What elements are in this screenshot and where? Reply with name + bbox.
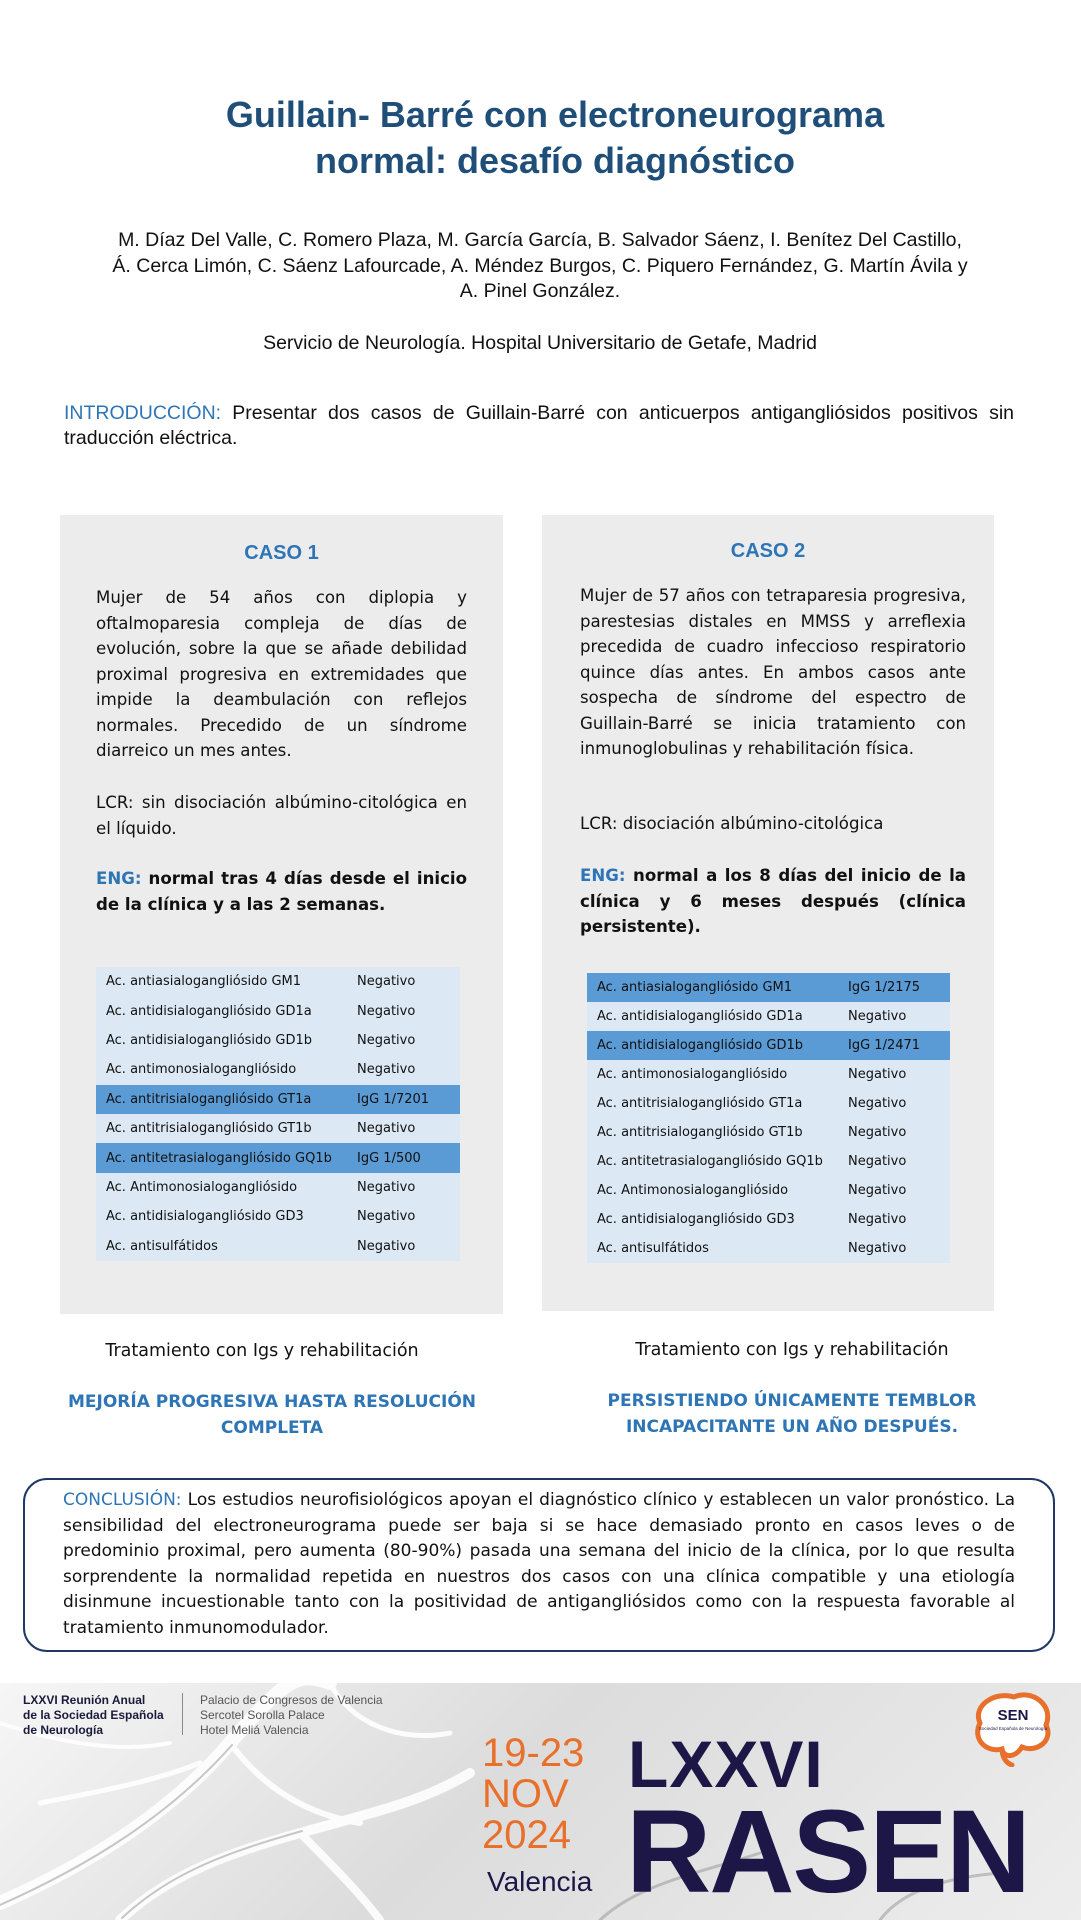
case-2-outcome-line-1: PERSISTIENDO ÚNICAMENTE TEMBLOR: [607, 1391, 977, 1411]
antibody-result: Negativo: [848, 1067, 907, 1082]
banner-divider: [182, 1693, 183, 1735]
antibody-name: Ac. antidisialogangliósido GD1a: [106, 1003, 312, 1019]
antibody-name: Ac. antitetrasialogangliósido GQ1b: [597, 1154, 823, 1169]
antibody-row: [587, 1031, 950, 1060]
case-2-description: Mujer de 57 años con tetraparesia progresiva, parestesias distales en MMSS y arreflexia precedida de cuadro infeccioso respiratorio quince días antes. En ambos casos ante sospecha de síndrome del espectro de Guillain-Barré se inicia tratamiento con inmunoglobulinas y rehabilitación física.: [580, 586, 966, 758]
antibody-result: Negativo: [848, 1183, 907, 1198]
case-1-antibody-table: [96, 967, 460, 1261]
authors: [60, 228, 1020, 305]
logo-text: SEN: [997, 1707, 1029, 1724]
antibody-result: Negativo: [357, 1032, 416, 1048]
antibody-name: Ac. antimonosialogangliósido: [597, 1067, 788, 1082]
antibody-name: Ac. antidisialogangliósido GD3: [597, 1212, 795, 1227]
case-2-panel: [542, 515, 994, 1311]
antibody-result: IgG 1/2471: [848, 1031, 950, 1060]
antibody-row: [587, 1060, 950, 1089]
antibody-result: IgG 1/7201: [357, 1085, 460, 1114]
antibody-row: [587, 1002, 950, 1031]
antibody-result: Negativo: [848, 1154, 907, 1169]
antibody-row: [587, 973, 950, 1002]
introduction: [64, 401, 1014, 451]
antibody-row: [587, 1176, 950, 1205]
antibody-result: Negativo: [848, 1125, 907, 1140]
antibody-result: IgG 1/2175: [848, 973, 950, 1002]
antibody-name: Ac. Antimonosialogangliósido: [106, 1179, 298, 1195]
dates-line-2: NOV: [482, 1772, 569, 1816]
conclusion-text: Los estudios neurofisiológicos apoyan el diagnóstico clínico y establecen un valor pronóstico. La sensibilidad del electroneurograma puede ser baja si se hace demasiado pronto en casos leves o de predominio proximal, pero aumenta (80-90%) pasada una semana del inicio de la clínica, por lo que resulta sorprendente la normalidad repetida en nuestros dos casos con una clínica compatible y una etiología disinmune incuestionable tanto con la positividad de antigangliósidos como con la respuesta favorable al tratamiento inmunomodulador.: [63, 1490, 1015, 1638]
logo-subtext: Sociedad Española de Neurología: [978, 1726, 1048, 1731]
antibody-result: Negativo: [357, 1121, 416, 1137]
antibody-name: Ac. antitrisialogangliósido GT1b: [106, 1121, 312, 1137]
antibody-name: Ac. antitrisialogangliósido GT1b: [597, 1125, 803, 1140]
case-2-outcome-line-2: INCAPACITANTE UN AÑO DESPUÉS.: [625, 1417, 959, 1437]
case-1-eng-label: ENG:: [96, 869, 142, 888]
case-2-title: CASO 2: [730, 540, 806, 562]
antibody-result: Negativo: [848, 1241, 907, 1256]
congress-banner: [0, 1683, 1081, 1920]
congress-city: Valencia: [487, 1866, 593, 1897]
antibody-name: Ac. antidisialogangliósido GD1b: [587, 1031, 848, 1060]
case-2-treatment: Tratamiento con Igs y rehabilitación: [635, 1340, 949, 1360]
introduction-text: Presentar dos casos de Guillain-Barré con anticuerpos antigangliósidos positivos sin traducción eléctrica.: [64, 402, 1014, 449]
case-2-outcome: [560, 1388, 1024, 1440]
antibody-name: Ac. Antimonosialogangliósido: [597, 1183, 789, 1198]
affiliation: Servicio de Neurología. Hospital Universitario de Getafe, Madrid: [263, 332, 817, 354]
dates-line-1: 19-23: [482, 1731, 585, 1775]
antibody-row: [96, 1026, 460, 1055]
antibody-result: Negativo: [357, 1062, 416, 1078]
case-2-eng-label: ENG:: [580, 866, 626, 885]
antibody-row: [96, 1055, 460, 1084]
conclusion: [63, 1488, 1015, 1641]
antibody-name: Ac. antiasialogangliósido GM1: [587, 973, 848, 1002]
case-1-panel: [60, 515, 503, 1314]
venues: [200, 1693, 383, 1738]
antibody-name: Ac. antimonosialogangliósido: [106, 1062, 297, 1078]
case-1-eng-text: normal tras 4 días desde el inicio de la clínica y a las 2 semanas.: [96, 869, 467, 914]
antibody-name: Ac. antidisialogangliósido GD1b: [106, 1032, 312, 1048]
authors-line-2: Á. Cerca Limón, C. Sáenz Lafourcade, A. Méndez Burgos, C. Piquero Fernández, G. Martín Ávila y: [112, 254, 968, 277]
organizer-line-2: de la Sociedad Española: [23, 1708, 164, 1722]
antibody-result: Negativo: [357, 1209, 416, 1225]
antibody-row: [96, 1143, 460, 1172]
antibody-row: [96, 1202, 460, 1231]
conclusion-label: CONCLUSIÓN:: [63, 1490, 182, 1510]
antibody-name: Ac. antidisialogangliósido GD1a: [597, 1009, 803, 1024]
antibody-name: Ac. antisulfátidos: [106, 1238, 218, 1254]
antibody-name: Ac. antisulfátidos: [597, 1241, 709, 1256]
antibody-name: Ac. antitrisialogangliósido GT1a: [597, 1096, 803, 1111]
event-number: LXXVI: [628, 1727, 824, 1801]
antibody-name: Ac. antidisialogangliósido GD3: [106, 1209, 304, 1225]
organizer-name: [23, 1693, 164, 1738]
case-1-lcr: LCR: sin disociación albúmino-citológica en el líquido.: [96, 793, 467, 838]
conclusion-box: [23, 1478, 1055, 1652]
antibody-row: [587, 1234, 950, 1263]
title-line-1: Guillain- Barré con electroneurograma: [225, 94, 885, 135]
case-1-outcome: [40, 1389, 504, 1441]
antibody-name: Ac. antitetrasialogangliósido GQ1b: [96, 1143, 357, 1172]
case-1-eng: [96, 866, 467, 917]
poster-title: [150, 92, 960, 184]
antibody-result: Negativo: [357, 974, 416, 990]
antibody-row: [96, 1173, 460, 1202]
antibody-row: [587, 1089, 950, 1118]
antibody-result: Negativo: [848, 1096, 907, 1111]
case-1-outcome-line-1: MEJORÍA PROGRESIVA HASTA RESOLUCIÓN: [68, 1392, 476, 1412]
antibody-name: Ac. antitrisialogangliósido GT1a: [96, 1085, 357, 1114]
organizer-line-1: LXXVI Reunión Anual: [23, 1693, 146, 1707]
venue-line-1: Palacio de Congresos de Valencia: [200, 1693, 383, 1707]
antibody-row: [96, 1232, 460, 1261]
case-1-outcome-line-2: COMPLETA: [220, 1418, 324, 1438]
case-2-eng-text: normal a los 8 días del inicio de la clínica y 6 meses después (clínica persistente).: [580, 866, 966, 936]
case-1-title: CASO 1: [244, 542, 319, 564]
authors-line-1: M. Díaz Del Valle, C. Romero Plaza, M. García García, B. Salvador Sáenz, I. Benítez Del Castillo,: [118, 229, 962, 251]
antibody-row: [96, 1085, 460, 1114]
title-line-2: normal: desafío diagnóstico: [314, 140, 796, 181]
venue-line-3: Hotel Meliá Valencia: [200, 1723, 309, 1737]
authors-line-3: A. Pinel González.: [459, 280, 621, 302]
event-name: RASEN: [626, 1786, 1030, 1918]
antibody-name: Ac. antiasialogangliósido GM1: [106, 974, 302, 990]
antibody-result: Negativo: [357, 1179, 416, 1195]
case-1-treatment: Tratamiento con Igs y rehabilitación: [105, 1341, 419, 1361]
antibody-result: Negativo: [357, 1238, 416, 1254]
antibody-row: [96, 996, 460, 1025]
antibody-result: IgG 1/500: [357, 1143, 460, 1172]
antibody-row: [96, 1114, 460, 1143]
sen-logo-icon: [962, 1687, 1060, 1767]
venue-line-2: Sercotel Sorolla Palace: [200, 1708, 325, 1722]
case-2-antibody-table: [587, 973, 950, 1263]
antibody-result: Negativo: [848, 1212, 907, 1227]
organizer-line-3: de Neurología: [23, 1723, 104, 1737]
antibody-row: [587, 1205, 950, 1234]
antibody-row: [587, 1147, 950, 1176]
case-1-description: Mujer de 54 años con diplopia y oftalmoparesia compleja de días de evolución, sobre la que se añade debilidad proximal progresiva en extremidades que impide la deambulación con reflejos normales. Precedido de un síndrome diarreico un mes antes.: [96, 588, 467, 760]
introduction-label: INTRODUCCIÓN:: [64, 402, 222, 424]
antibody-row: [96, 967, 460, 996]
antibody-result: Negativo: [848, 1009, 907, 1024]
dates-line-3: 2024: [482, 1813, 571, 1857]
case-2-lcr: LCR: disociación albúmino-citológica: [580, 814, 884, 833]
congress-dates: [482, 1733, 584, 1856]
antibody-result: Negativo: [357, 1003, 416, 1019]
case-2-eng: [580, 863, 966, 940]
antibody-row: [587, 1118, 950, 1147]
